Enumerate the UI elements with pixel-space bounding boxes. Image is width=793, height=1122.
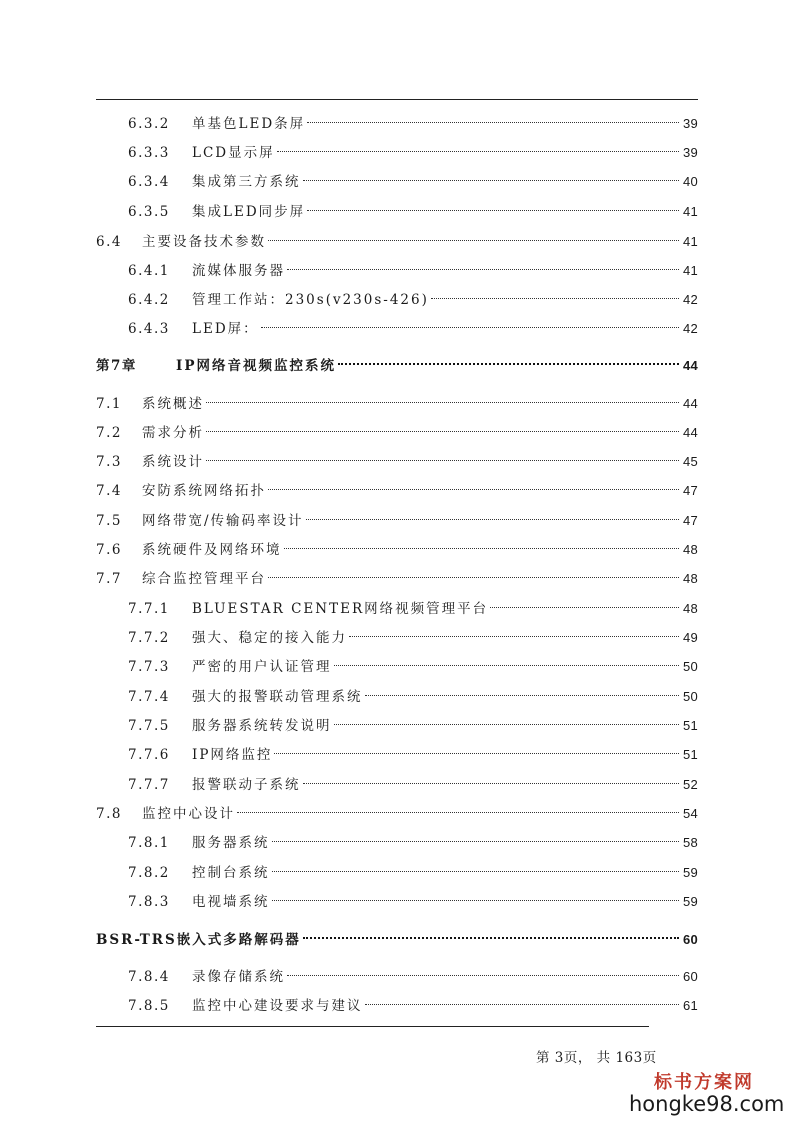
toc-entry-title: 服务器系统转发说明: [192, 718, 332, 734]
toc-entry-number: 7.8.5: [128, 998, 170, 1014]
toc-leader-dots: [268, 475, 679, 495]
toc-entry[interactable]: [96, 388, 698, 412]
toc-leader-dots: [338, 350, 679, 370]
toc-entry-page: 48: [682, 601, 698, 616]
toc-leader-dots: [306, 505, 679, 525]
toc-leader-dots: [287, 961, 679, 981]
toc-leader-dots: [261, 313, 679, 333]
toc-entry-page: 48: [682, 571, 698, 586]
toc-entry-number: 7.8: [96, 806, 122, 822]
toc-entry-number: 7.8.2: [128, 865, 170, 881]
toc-entry[interactable]: [96, 350, 698, 374]
toc-entry[interactable]: [128, 827, 698, 851]
toc-entry-title: 服务器系统: [192, 835, 270, 851]
toc-entry-page: 58: [682, 835, 698, 850]
toc-entry-page: 40: [682, 174, 698, 189]
toc-entry-number: 7.7.5: [128, 718, 170, 734]
toc-entry[interactable]: [96, 534, 698, 558]
toc-leader-dots: [274, 739, 679, 759]
toc-entry-page: 51: [682, 718, 698, 733]
toc-entry-number: 7.7.4: [128, 689, 170, 705]
toc-leader-dots: [334, 651, 679, 671]
toc-entry-number: 7.8.3: [128, 894, 170, 910]
toc-entry-number: 7.1: [96, 396, 122, 412]
toc-entry-number: 6.4.2: [128, 292, 170, 308]
toc-entry-number: 第7章: [96, 358, 137, 374]
toc-leader-dots: [303, 924, 679, 944]
toc-entry-title: LCD显示屏: [192, 145, 275, 161]
toc-entry-number: 6.4: [96, 234, 122, 250]
toc-entry[interactable]: [128, 769, 698, 793]
toc-entry[interactable]: [128, 313, 698, 337]
toc-entry-title: 单基色LED条屏: [192, 116, 306, 132]
toc-entry-page: 47: [682, 513, 698, 528]
toc-entry[interactable]: [96, 798, 698, 822]
toc-entry-page: 51: [682, 747, 698, 762]
toc-entry-number: 7.3: [96, 454, 122, 470]
toc-entry-number: 7.5: [96, 513, 122, 529]
toc-entry-page: 47: [682, 483, 698, 498]
toc-entry-page: 59: [682, 894, 698, 909]
toc-entry-page: 44: [682, 396, 698, 411]
toc-entry-title: BLUESTAR CENTER网络视频管理平台: [192, 601, 489, 617]
toc-leader-dots: [431, 284, 679, 304]
toc-leader-dots: [303, 769, 679, 789]
toc-entry-page: 59: [682, 865, 698, 880]
toc-entry-title: 强大的报警联动管理系统: [192, 689, 363, 705]
toc-entry-page: 44: [682, 358, 698, 373]
toc-entry-title: 录像存储系统: [192, 969, 285, 985]
toc-entry-number: 7.7.2: [128, 630, 170, 646]
toc-entry-number: 7.8.1: [128, 835, 170, 851]
toc-leader-dots: [237, 798, 679, 818]
toc-entry-page: 54: [682, 806, 698, 821]
toc-entry-number: 7.2: [96, 425, 122, 441]
watermark-cn: 标书方案网: [654, 1072, 754, 1093]
toc-leader-dots: [284, 534, 679, 554]
toc-entry-page: 41: [682, 263, 698, 278]
toc-leader-dots: [277, 137, 679, 157]
toc-entry-number: 6.4.1: [128, 263, 170, 279]
toc-entry-number: 6.3.3: [128, 145, 170, 161]
toc-entry-title: 报警联动子系统: [192, 777, 301, 793]
toc-entry-number: 6.3.5: [128, 204, 170, 220]
toc-entry-number: 7.7.6: [128, 747, 170, 763]
toc-entry-number: 6.3.2: [128, 116, 170, 132]
toc-entry-title: 系统概述: [142, 396, 204, 412]
toc-entry-page: 42: [682, 321, 698, 336]
toc-entry[interactable]: [128, 196, 698, 220]
toc-leader-dots: [307, 196, 679, 216]
toc-leader-dots: [206, 417, 679, 437]
watermark-logo: [629, 1068, 785, 1116]
toc-entry-title: 网络带宽/传输码率设计: [142, 513, 304, 529]
toc-entry-title: BSR-TRS嵌入式多路解码器: [96, 932, 301, 948]
page-footer: 第 3页， 共 163页: [536, 1050, 657, 1066]
toc-entry-title: 流媒体服务器: [192, 263, 285, 279]
toc-leader-dots: [365, 990, 679, 1010]
header-rule: [96, 99, 698, 100]
toc-entry[interactable]: [96, 475, 698, 499]
toc-entry[interactable]: [96, 505, 698, 529]
toc-leader-dots: [206, 388, 679, 408]
toc-leader-dots: [272, 886, 679, 906]
toc-leader-dots: [334, 710, 679, 730]
toc-entry-title: 主要设备技术参数: [142, 234, 266, 250]
toc-leader-dots: [272, 827, 679, 847]
watermark-en: hongke98.com: [629, 1092, 785, 1116]
toc-entry[interactable]: [128, 857, 698, 881]
toc-entry[interactable]: [128, 137, 698, 161]
toc-entry-page: 52: [682, 777, 698, 792]
toc-entry-page: 60: [682, 932, 698, 947]
toc-entry-page: 48: [682, 542, 698, 557]
toc-entry[interactable]: [128, 651, 698, 675]
toc-entry-page: 41: [682, 204, 698, 219]
toc-entry-title: 严密的用户认证管理: [192, 659, 332, 675]
toc-leader-dots: [490, 593, 679, 613]
toc-entry[interactable]: [128, 108, 698, 132]
toc-entry-page: 50: [682, 689, 698, 704]
toc-entry-title: 强大、稳定的接入能力: [192, 630, 347, 646]
toc-leader-dots: [268, 226, 679, 246]
toc-entry-title: IP网络音视频监控系统: [176, 358, 336, 374]
toc-entry[interactable]: [128, 166, 698, 190]
toc-entry-page: 39: [682, 145, 698, 160]
toc-entry-title: 安防系统网络拓扑: [142, 483, 266, 499]
toc-entry[interactable]: [128, 681, 698, 705]
toc-entry[interactable]: [128, 886, 698, 910]
toc-entry-number: 7.8.4: [128, 969, 170, 985]
toc-entry-page: 44: [682, 425, 698, 440]
toc-entry[interactable]: [128, 961, 698, 985]
toc-entry-number: 6.4.3: [128, 321, 170, 337]
toc-leader-dots: [365, 681, 679, 701]
toc-entry-title: 需求分析: [142, 425, 204, 441]
toc-entry[interactable]: [128, 990, 698, 1014]
toc-leader-dots: [268, 563, 679, 583]
toc-entry-number: 7.6: [96, 542, 122, 558]
toc-leader-dots: [272, 857, 679, 877]
toc-entry[interactable]: [96, 417, 698, 441]
toc-entry-title: 集成LED同步屏: [192, 204, 306, 220]
toc-entry-title: 监控中心建设要求与建议: [192, 998, 363, 1014]
toc-entry-number: 7.7.7: [128, 777, 170, 793]
toc-entry-title: LED屏：: [192, 321, 259, 337]
toc-leader-dots: [349, 622, 679, 642]
toc-leader-dots: [303, 166, 679, 186]
toc-entry-page: 50: [682, 659, 698, 674]
toc-entry-title: IP网络监控: [192, 747, 273, 763]
toc-entry[interactable]: [96, 563, 698, 587]
toc-entry-number: 7.7: [96, 571, 122, 587]
footer-rule: [96, 1026, 649, 1027]
toc-entry-title: 管理工作站：230s(v230s-426): [192, 292, 429, 308]
toc-entry-number: 7.7.1: [128, 601, 170, 617]
toc-entry-page: 61: [682, 998, 698, 1013]
toc-entry-page: 60: [682, 969, 698, 984]
toc-entry-number: 7.7.3: [128, 659, 170, 675]
toc-entry-title: 综合监控管理平台: [142, 571, 266, 587]
toc-entry-title: 监控中心设计: [142, 806, 235, 822]
toc-entry-page: 41: [682, 234, 698, 249]
toc-entry-number: 6.3.4: [128, 174, 170, 190]
toc-entry[interactable]: [128, 593, 698, 617]
toc-entry-title: 系统硬件及网络环境: [142, 542, 282, 558]
toc-entry-number: 7.4: [96, 483, 122, 499]
toc-entry-page: 49: [682, 630, 698, 645]
toc-entry-title: 电视墙系统: [192, 894, 270, 910]
toc-entry[interactable]: [128, 284, 698, 308]
toc-entry[interactable]: [96, 924, 698, 948]
toc-entry[interactable]: [128, 255, 698, 279]
toc-entry[interactable]: [128, 710, 698, 734]
toc-entry-page: 45: [682, 454, 698, 469]
toc-entry[interactable]: [96, 226, 698, 250]
toc-entry-page: 42: [682, 292, 698, 307]
toc-entry[interactable]: [128, 739, 698, 763]
toc-entry-title: 系统设计: [142, 454, 204, 470]
toc-leader-dots: [307, 108, 679, 128]
toc-entry[interactable]: [96, 446, 698, 470]
toc-entry-title: 控制台系统: [192, 865, 270, 881]
toc-entry-title: 集成第三方系统: [192, 174, 301, 190]
toc-entry[interactable]: [128, 622, 698, 646]
toc-leader-dots: [287, 255, 679, 275]
toc-leader-dots: [206, 446, 679, 466]
toc-entry-page: 39: [682, 116, 698, 131]
